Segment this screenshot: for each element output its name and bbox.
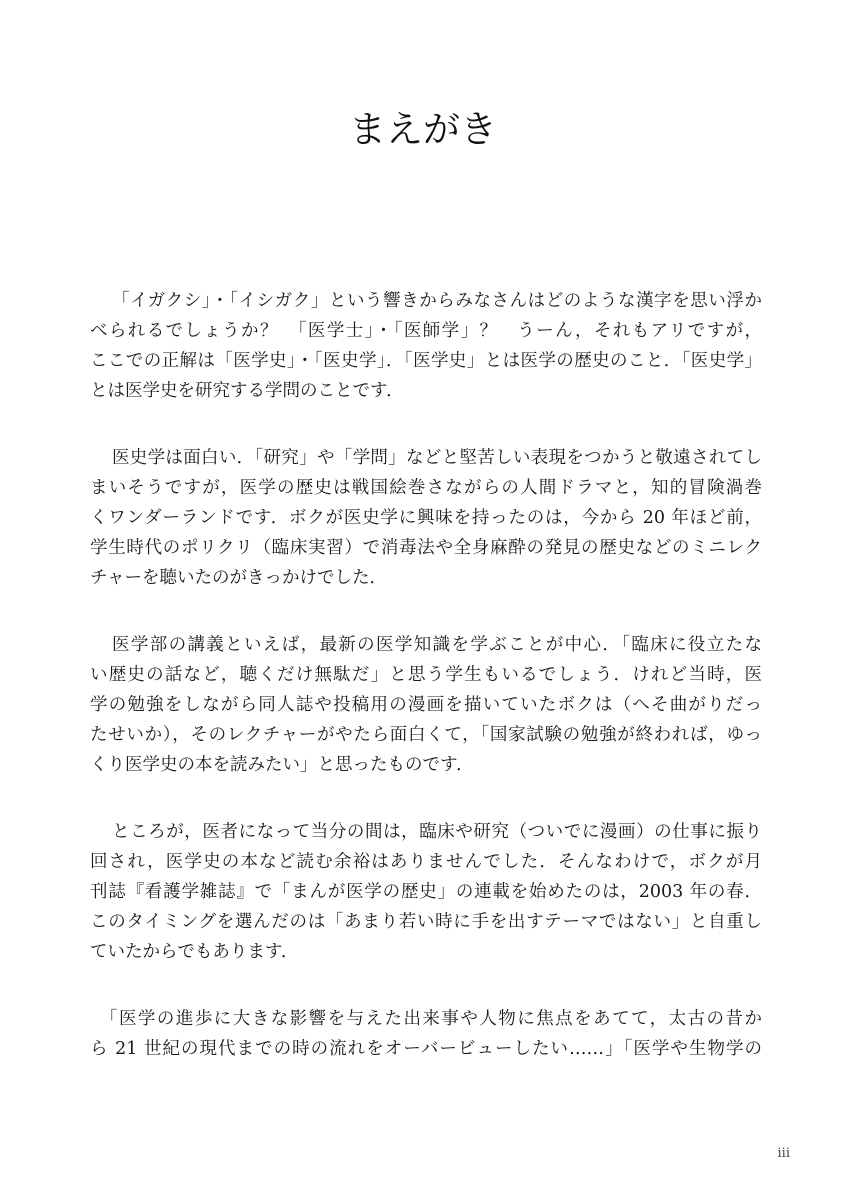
paragraph [90, 630, 762, 780]
paragraph [90, 286, 762, 406]
text-line: 医学部の講義といえば，最新の医学知識を学ぶことが中心．「臨床に役立たな [112, 635, 762, 655]
paragraph [90, 443, 762, 593]
text-line: くり医学史の本を読みたい」と思ったものです． [90, 755, 474, 775]
text-line: 「医学の進歩に大きな影響を与えた出来事や人物に焦点をあてて，太古の昔か [100, 1009, 762, 1029]
page-title: まえがき [349, 108, 497, 151]
paragraph [90, 817, 762, 967]
text-line: ら 21 世紀の現代までの時の流れをオーバービューしたい……」「医学や生物学の [90, 1039, 762, 1059]
text-line: 学の勉強をしながら同人誌や投稿用の漫画を描いていたボクは（へそ曲がりだっ [90, 695, 762, 715]
paragraph [90, 1004, 762, 1064]
text-line: 「イガクシ」・「イシガク」という響きからみなさんはどのような漢字を思い浮か [112, 291, 762, 311]
text-line: い歴史の話など，聴くだけ無駄だ」と思う学生もいるでしょう．けれど当時，医 [90, 665, 762, 685]
text-line: 回され，医学史の本など読む余裕はありませんでした．そんなわけで，ボクが月 [90, 852, 762, 872]
text-line: チャーを聴いたのがきっかけでした． [90, 568, 387, 588]
text-line: くワンダーランドです．ボクが医史学に興味を持ったのは，今から 20 年ほど前， [90, 508, 762, 528]
text-line: べられるでしょうか？ 「医学士」・「医師学」？ うーん，それもアリですが， [90, 321, 762, 341]
text-line: たせいか），そのレクチャーがやたら面白くて，「国家試験の勉強が終われば，ゆっ [90, 725, 762, 745]
text-line: このタイミングを選んだのは「あまり若い時に手を出すテーマではない」と自重し [90, 912, 762, 932]
text-line: 医史学は面白い．「研究」や「学問」などと堅苦しい表現をつかうと敬遠されてし [112, 448, 762, 468]
text-line: 刊誌『看護学雑誌』で「まんが医学の歴史」の連載を始めたのは，2003 年の春． [90, 882, 762, 902]
text-line: とは医学史を研究する学問のことです． [90, 381, 404, 401]
text-line: ここでの正解は「医学史」・「医史学」．「医学史」とは医学の歴史のこと．「医史学」 [90, 351, 762, 371]
text-line: ところが，医者になって当分の間は，臨床や研究（ついでに漫画）の仕事に振り [112, 822, 762, 842]
text-line: ていたからでもあります． [90, 942, 299, 962]
body-text [90, 286, 762, 1101]
text-line: まいそうですが，医学の歴史は戦国絵巻さながらの人間ドラマと，知的冒険渦巻 [90, 478, 762, 498]
text-line: 学生時代のポリクリ（臨床実習）で消毒法や全身麻酔の発見の歴史などのミニレク [90, 538, 762, 558]
page-number: iii [777, 1146, 790, 1161]
